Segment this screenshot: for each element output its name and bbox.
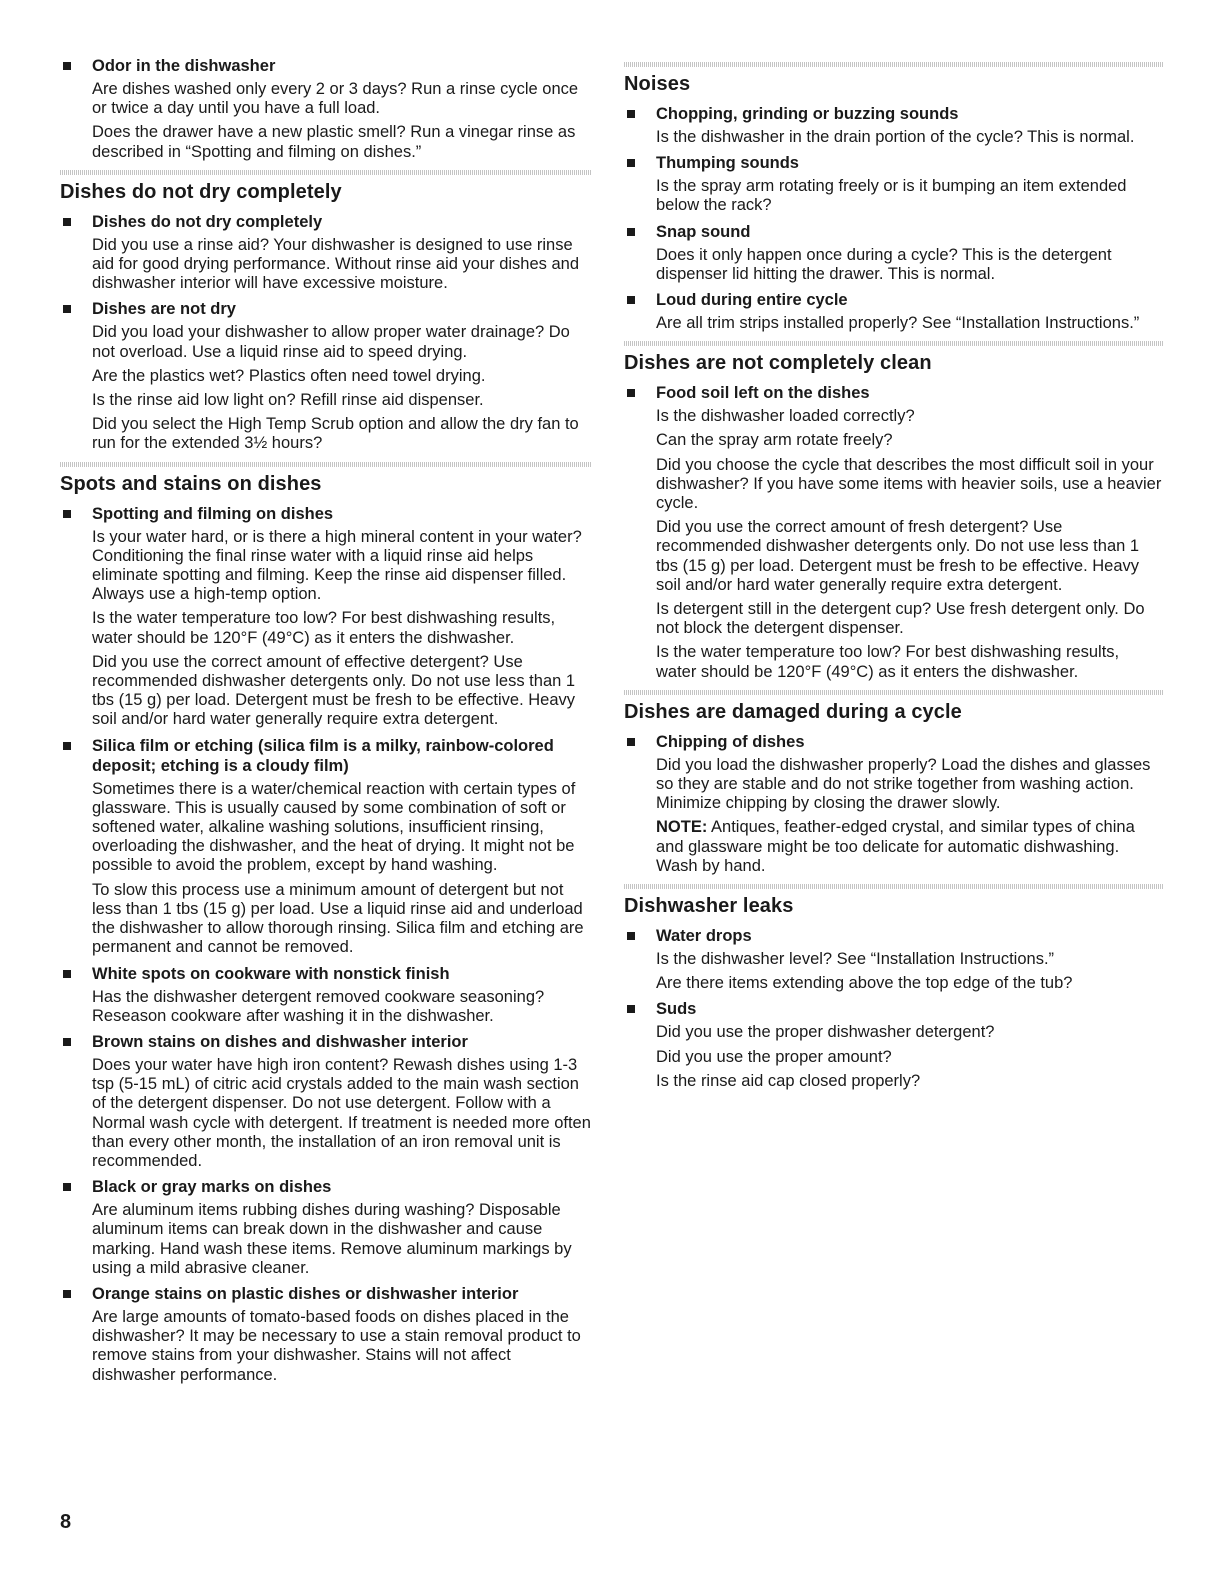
section-title: Spots and stains on dishes	[60, 472, 322, 495]
section-title: Dishes are not completely clean	[624, 352, 932, 375]
list-item	[60, 964, 592, 1026]
list-item	[60, 56, 592, 162]
item-paragraph: Are there items extending above the top edge of the tub?	[656, 974, 1073, 993]
list-item	[60, 1177, 592, 1278]
item-title: Odor in the dishwasher	[92, 57, 276, 75]
item-title: Food soil left on the dishes	[656, 384, 870, 403]
note-paragraph	[656, 818, 1164, 876]
square-bullet-icon	[63, 970, 71, 978]
item-paragraph: Did you choose the cycle that describes the most difficult soil in your dishwasher? If you have some items with heavier soils, use a heavier cycle.	[656, 455, 1162, 513]
section-divider	[624, 884, 1164, 889]
item-paragraph: Is the dishwasher in the drain portion of the cycle? This is normal.	[656, 128, 1135, 146]
item-title: Dishes are not dry	[92, 300, 236, 319]
item-paragraph: Are aluminum items rubbing dishes during washing? Disposable aluminum items can break down in the dishwasher and cause marking. Hand wash these items. Remove aluminum markings by using a mild abrasive cleaner.	[92, 1201, 572, 1277]
item-title: Orange stains on plastic dishes or dishwasher interior	[92, 1284, 519, 1303]
item-title: Silica film or etching (silica film is a milky, rainbow-colored deposit; etching is a cloudy film)	[92, 736, 554, 775]
square-bullet-icon	[627, 159, 635, 167]
item-paragraph: Has the dishwasher detergent removed cookware seasoning? Reseason cookware after washing it in the dishwasher.	[92, 987, 545, 1025]
item-paragraph: Is the water temperature too low? For best dishwashing results, water should be 120°F (49°C) as it enters the dishwasher.	[656, 643, 1120, 681]
item-paragraph: Is the spray arm rotating freely or is it bumping an item extended below the rack?	[656, 177, 1127, 215]
item-paragraph: Did you use the proper amount?	[656, 1047, 892, 1066]
item-paragraph: To slow this process use a minimum amount of detergent but not less than 1 tbs (15 g) per load. Use a liquid rinse aid and underload the dishwasher to allow thorough rinsing. Silica film and etching are permanent and cannot be removed.	[92, 880, 584, 957]
item-title: Black or gray marks on dishes	[92, 1178, 332, 1197]
section-divider	[624, 690, 1164, 695]
item-paragraph: Is the rinse aid low light on? Refill rinse aid dispenser.	[92, 391, 484, 410]
list-item	[60, 736, 592, 958]
square-bullet-icon	[627, 296, 635, 304]
square-bullet-icon	[627, 738, 635, 746]
item-title: Brown stains on dishes and dishwasher interior	[92, 1032, 468, 1051]
item-paragraph: Sometimes there is a water/chemical reaction with certain types of glassware. This is usually caused by some combination of soft or softened water, alkaline washing solutions, insufficient rinsing, overloading the dishwasher, and the heat of drying. It might not be possible to avoid the problem, except by hand washing.	[92, 779, 576, 875]
item-paragraph: Are the plastics wet? Plastics often need towel drying.	[92, 366, 486, 385]
square-bullet-icon	[63, 1038, 71, 1046]
item-paragraph: Are all trim strips installed properly? See “Installation Instructions.”	[656, 314, 1140, 333]
item-paragraph: Did you use a rinse aid? Your dishwasher is designed to use rinse aid for good drying performance. Without rinse aid your dishes and dishwasher interior will have excessive moisture.	[92, 235, 580, 293]
list-item	[624, 732, 1164, 876]
item-paragraph: Can the spray arm rotate freely?	[656, 431, 893, 450]
section-divider	[624, 341, 1164, 346]
section-title: Dishwasher leaks	[624, 895, 794, 918]
item-paragraph: Is the dishwasher loaded correctly?	[656, 407, 915, 426]
item-title: Suds	[656, 1000, 697, 1019]
section-divider	[624, 62, 1164, 67]
square-bullet-icon	[627, 228, 635, 236]
item-paragraph: Does it only happen once during a cycle? This is the detergent dispenser lid hitting the drawer. This is normal.	[656, 245, 1112, 283]
item-title: Dishes do not dry completely	[92, 212, 323, 231]
square-bullet-icon	[63, 1183, 71, 1191]
item-title: Snap sound	[656, 222, 751, 241]
list-item	[624, 222, 1164, 284]
section-dishes-are-damaged-during-a-cycle	[624, 690, 1164, 876]
list-item	[624, 104, 1164, 147]
item-paragraph: Did you use the correct amount of fresh detergent? Use recommended dishwasher detergents only. Do not use less than 1 tbs (15 g) per load. Detergent must be fresh to be effective. Heavy soil and/or hard water generally require extra detergent.	[656, 518, 1140, 594]
item-title: White spots on cookware with nonstick finish	[92, 964, 450, 983]
item-paragraph: Is detergent still in the detergent cup? Use fresh detergent only. Do not block the detergent dispenser.	[656, 600, 1145, 638]
item-paragraph: Is your water hard, or is there a high mineral content in your water? Conditioning the final rinse water with a liquid rinse aid helps eliminate spotting and filming. Keep the rinse aid dispenser filled. Always use a high-temp option.	[92, 527, 582, 604]
item-paragraph: Did you use the correct amount of effective detergent? Use recommended dishwasher detergents only. Do not use less than 1 tbs (15 g) per load. Detergent must be fresh to be effective. Heavy soil and/or hard water generally require extra detergent.	[92, 652, 576, 729]
section-dishwasher-leaks	[624, 884, 1164, 1091]
list-item	[624, 926, 1164, 993]
list-item	[60, 299, 592, 453]
square-bullet-icon	[627, 110, 635, 118]
section-title: Dishes do not dry completely	[60, 180, 342, 203]
section-continued	[60, 56, 592, 162]
item-title: Loud during entire cycle	[656, 291, 848, 310]
item-paragraph: Did you select the High Temp Scrub option and allow the dry fan to run for the extended 3½ hours?	[92, 415, 579, 453]
square-bullet-icon	[63, 62, 71, 70]
list-item	[624, 999, 1164, 1091]
section-title: Dishes are damaged during a cycle	[624, 700, 962, 723]
square-bullet-icon	[63, 1290, 71, 1298]
item-paragraph: Are large amounts of tomato-based foods on dishes placed in the dishwasher? It may be necessary to use a stain removal product to remove stains from your dishwasher. Stains will not affect dishwasher performance.	[92, 1307, 581, 1384]
section-dishes-do-not-dry-completely	[60, 170, 592, 454]
item-title: Thumping sounds	[656, 154, 799, 173]
item-paragraph: Does the drawer have a new plastic smell? Run a vinegar rinse as described in “Spotting and filming on dishes.”	[92, 123, 576, 161]
list-item	[60, 212, 592, 294]
square-bullet-icon	[627, 932, 635, 940]
note-label: NOTE:	[656, 818, 708, 837]
item-paragraph: Is the water temperature too low? For best dishwashing results, water should be 120°F (49°C) as it enters the dishwasher.	[92, 609, 556, 647]
square-bullet-icon	[63, 742, 71, 750]
list-item	[60, 504, 592, 730]
note-text: Antiques, feather-edged crystal, and similar types of china and glassware might be too delicate for automatic dishwashing. Wash by hand.	[656, 818, 1135, 875]
item-paragraph: Did you load the dishwasher properly? Load the dishes and glasses so they are stable and do not strike together from washing action. Minimize chipping by closing the drawer slowly.	[656, 755, 1151, 813]
list-item	[60, 1032, 592, 1171]
item-paragraph: Did you load your dishwasher to allow proper water drainage? Do not overload. Use a liquid rinse aid to speed drying.	[92, 323, 570, 361]
square-bullet-icon	[627, 389, 635, 397]
section-dishes-are-not-completely-clean	[624, 341, 1164, 682]
item-title: Water drops	[656, 927, 752, 946]
square-bullet-icon	[63, 305, 71, 313]
item-paragraph: Does your water have high iron content? Rewash dishes using 1-3 tsp (5-15 mL) of citric acid crystals added to the main wash section of the detergent dispenser. Do not use detergent. Follow with a Normal wash cycle with detergent. If treatment is needed more often than every other month, the installation of an iron removal unit is recommended.	[92, 1055, 591, 1170]
item-title: Chopping, grinding or buzzing sounds	[656, 105, 959, 123]
item-paragraph: Is the dishwasher level? See “Installation Instructions.”	[656, 950, 1055, 969]
square-bullet-icon	[63, 218, 71, 226]
square-bullet-icon	[63, 510, 71, 518]
section-noises	[624, 62, 1164, 333]
list-item	[624, 383, 1164, 682]
page-number: 8	[60, 1511, 72, 1533]
item-title: Spotting and filming on dishes	[92, 504, 334, 523]
item-paragraph: Are dishes washed only every 2 or 3 days? Run a rinse cycle once or twice a day until you have a full load.	[92, 80, 579, 118]
section-divider	[60, 462, 592, 467]
item-title: Chipping of dishes	[656, 732, 805, 751]
list-item	[624, 153, 1164, 215]
right-column	[624, 58, 1164, 1099]
square-bullet-icon	[627, 1005, 635, 1013]
item-paragraph: Did you use the proper dishwasher detergent?	[656, 1023, 995, 1042]
list-item	[60, 1284, 592, 1385]
list-item	[624, 290, 1164, 333]
section-spots-and-stains-on-dishes	[60, 462, 592, 1385]
left-column	[60, 56, 592, 1393]
section-divider	[60, 170, 592, 175]
item-paragraph: Is the rinse aid cap closed properly?	[656, 1071, 921, 1090]
section-title: Noises	[624, 73, 691, 95]
